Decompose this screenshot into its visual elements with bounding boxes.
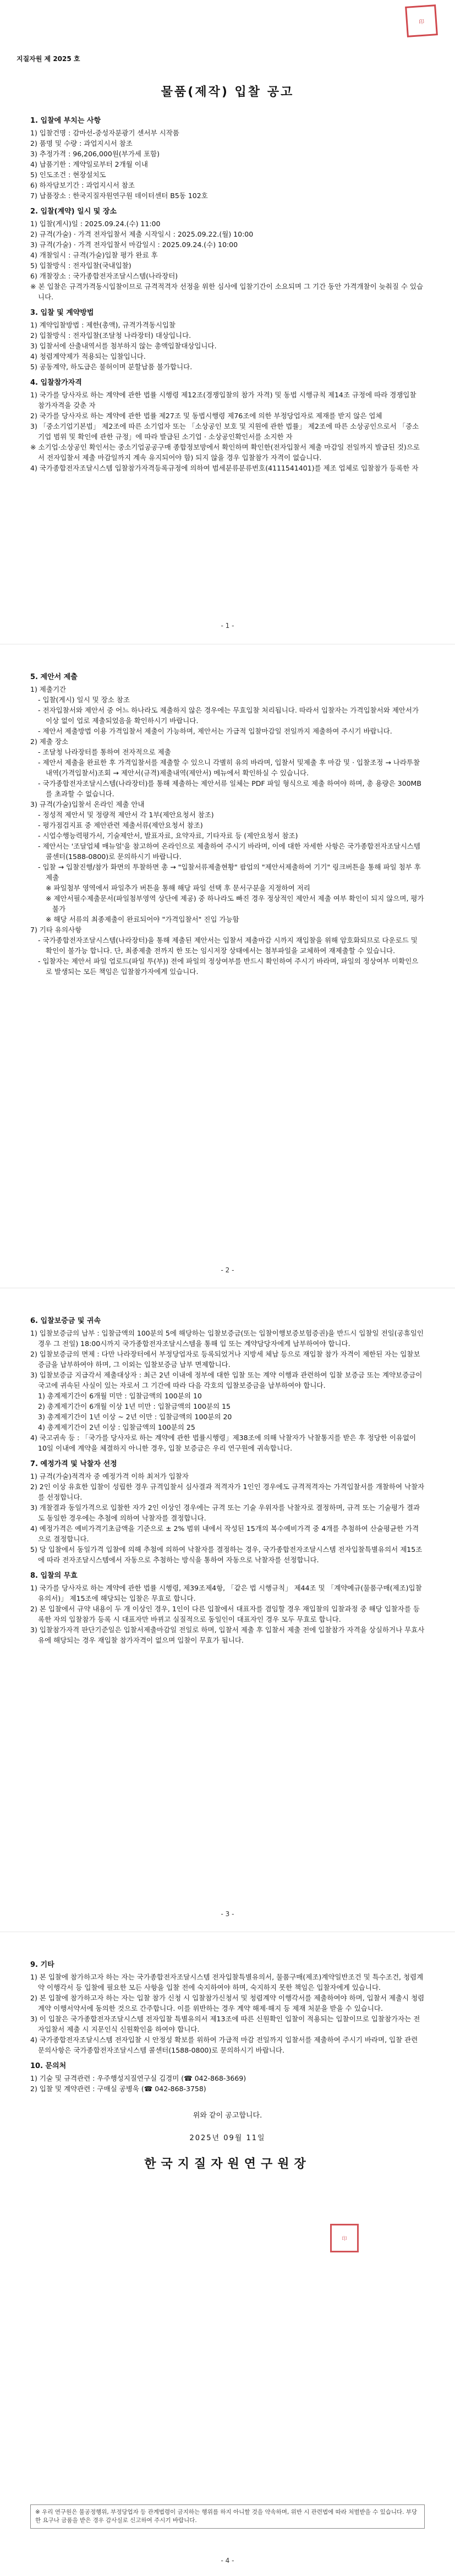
list-item: 5) 당 입찰에서 동일가격 입찰에 의해 추첨에 의하여 낙찰자를 결정하는 경우, 국가종합전자조달시스템 전자입찰특별유의서 제15조에 따라 전자조달시스템에서 자동으로 추첨하는 방식을 통하여 자동으로 낙찰자를 선정합니다. [30, 1545, 423, 1564]
list-item: 2) 2인 이상 유효한 입찰이 성립한 경우 규격입찰서 심사결과 적격자가 1인인 경우에도 규격적격자는 가격입찰서를 개찰하여 낙찰자를 선정합니다. [30, 1483, 425, 1501]
sub-item: - 제안서 제출방법 이용 가격입찰서 제출이 가능하며, 제안서는 가급적 입찰마감일 전일까지 제출하여 주시기 바랍니다. [38, 727, 392, 735]
list-item: 4) 국가종합전자조달시스템 전자입찰 시 안정성 확보를 위하여 가급적 마감 전일까지 입찰서를 제출하여 주시기 바라며, 입찰 관련 문의사항은 국가종합전자조달시스템 콜센터(1588-0800)로 문의하시기 바랍니다. [30, 2036, 418, 2054]
page-number: - 4 - [221, 2557, 234, 2564]
list-item: 1) 국가를 당사자로 하는 계약에 관한 법률 시행령 제12조(경쟁입찰의 참가 자격) 및 동법 시행규칙 제14조 규정에 따라 경쟁입찰 참가자격을 갖춘 자 [30, 391, 416, 409]
announcement-date: 2025년 09월 11일 [189, 2134, 266, 2142]
sub-item: - 국가종합전자조달시스템(나라장터)를 통해 제출하는 제안서류 일체는 PDF 파일 형식으로 제출 하여야 하며, 총 용량은 300MB를 초과할 수 없습니다. [38, 779, 421, 798]
page-3 [0, 1288, 455, 1932]
section-heading: 4. 입찰참가자격 [30, 379, 82, 387]
page1-body [30, 110, 425, 473]
list-item: 5) 입찰방식 : 전자입찰(국내입찰) [30, 261, 131, 270]
list-item: 1) 계약입찰방법 : 제한(총액), 규격가격동시입찰 [30, 321, 176, 329]
list-item: 7) 납품장소 : 한국지질자원연구원 데이터센터 B5동 102호 [30, 192, 208, 200]
section-heading: 8. 입찰의 무효 [30, 1572, 78, 1580]
section-heading: 9. 기타 [30, 1961, 54, 1969]
stamp-glyph: 印 [418, 19, 425, 25]
sub-item: - 입찰 → 입찰진행/참가 화면의 투찰하면 총 → "입찰서류제출현황" 팝업의 "제안서제출하여 기기" 링크버튼을 통해 파일 첨부 후 제출 [38, 863, 421, 882]
list-item: 3) 규격(가술)입찰서 온라인 제출 안내 [30, 800, 145, 808]
sub-item: ※ 제안서필수제출문서(파일첨부영역 상단에 제공) 중 하나라도 빠진 경우 정상적인 제안서 제출 여부 확인이 되지 않으며, 평가 불가 [46, 894, 424, 913]
section-heading: 6. 입찰보증금 및 귀속 [30, 1317, 101, 1325]
list-item: 3) 개찰결과 동일가격으로 입찰한 자가 2인 이상인 경우에는 규격 또는 기술 우위자를 낙찰자로 결정하며, 규격 또는 기술평가 결과도 동일한 경우에는 추첨에 의하여 낙찰자를 결정합니다. [30, 1503, 420, 1522]
sub-item: ※ 해당 서류의 최종제출이 완료되어야 "가격입찰서" 진입 가능함 [46, 915, 239, 923]
list-item: 1) 입찰건명 : 감마선-중성자분광기 센서부 시작품 [30, 129, 179, 137]
sub-item: - 조달청 나라장터를 통하여 전자적으로 제출 [38, 748, 171, 756]
list-item: 4) 국가종합전자조달시스템 입찰참가자격등록규정에 의하여 범세분류분류번호(4111541401)를 제조 업체로 입찰참가 등록한 자 [30, 464, 419, 472]
page-4 [0, 1932, 455, 2576]
list-item: 7) 기타 유의사항 [30, 926, 82, 934]
list-item: 2) 국가를 당사자로 하는 계약에 관한 법률 제27조 및 동법시행령 제76조에 의한 부정당업자로 제재를 받지 않은 업체 [30, 412, 382, 420]
list-item: 1) 제출기간 [30, 685, 67, 693]
sub-item: 4) 총계제기간이 2년 이상 : 입찰금액의 100분의 25 [38, 1423, 195, 1431]
sub-item: - 국가종합전자조달시스템(나라장터)을 통해 제출된 제안서는 입찰서 제출마감 시까지 재입찰을 위해 암호화되므로 다운로드 및 확인이 불가능 합니다. 단, 최종제출 전까지 한 또는 임시저장 상태에서는 첨부파일을 교체하여 재제출할 수 있습니다. [38, 936, 418, 955]
list-item: 3) 입찰서에 산출내역서를 첨부하지 않는 총액입찰대상입니다. [30, 342, 217, 350]
sub-item: - 입찰(게시) 일시 및 장소 참조 [38, 696, 130, 704]
list-item: 1) 본 입찰에 참가하고자 하는 자는 국가종합전자조달시스템 전자입찰특별유의서, 물품구매(제조)계약일반조건 및 특수조건, 청렴계약 이행각서 등 입찰에 필요한 모든 사항을 입찰 전에 숙지하여야 하며, 숙지하지 못한 책임은 입찰자에게 있습니다. [30, 1973, 424, 1992]
list-item: 5) 인도조건 : 현장설치도 [30, 171, 106, 179]
list-item: 6) 개찰장소 : 국가종합전자조달시스템(나라장터) [30, 272, 178, 280]
approval-stamp [405, 4, 438, 37]
sub-item: - 전자입찰서와 제안서 중 어느 하나라도 제출하지 않은 경우에는 무효입찰 처리됩니다. 따라서 입찰자는 가격입찰서와 제안서가 이상 없이 업로 제출되었음을 확인하시기 바랍니다. [38, 706, 419, 725]
list-item: 1) 기술 및 규격관련 : 우주행성지질연구실 김경미 (☎ 042-868-3669) [30, 2074, 246, 2082]
document-number: 지질자원 제 2025 호 [17, 55, 80, 63]
list-item: 4) 납품기한 : 계약일로부터 2개월 이내 [30, 160, 148, 168]
official-seal [330, 2224, 359, 2252]
sub-item: - 평가점검지표 중 제안관련 제출서류(제안요청서 참조) [38, 821, 203, 829]
page-2 [0, 644, 455, 1288]
section-heading: 1. 입찰에 부치는 사항 [30, 117, 101, 125]
list-item: 3) 「중소기업기본법」 제2조에 따른 소기업자 또는 「소상공인 보호 및 지원에 관한 법률」 제2조에 따른 소상공인으로서 「중소기업 범위 및 확인에 관한 규정」에 따라 발급된 소기업 · 소상공인확인서를 소지한 자 [30, 422, 419, 441]
list-item: 6) 하자담보기간 : 과업지시서 참조 [30, 181, 135, 189]
page-number: - 1 - [221, 622, 234, 630]
sub-item: - 제안서 제출을 완료한 후 가격입찰서를 제출할 수 있으니 각별히 유의 바라며, 입찰서 및제출 후 마감 및 · 입찰조정 → 나라투찰내역(가격입찰서)조회 → 제안서(규격)제출내역(제안서) 메뉴에서 확인하실 수 있습니다. [38, 758, 420, 777]
closing-statement: 위와 같이 공고합니다. [193, 2112, 262, 2120]
sub-item: 1) 총계제기간이 6개월 미만 : 입찰금액의 100분의 10 [38, 1392, 202, 1400]
list-item: 5) 공동계약, 하도급은 불허이며 분할납품 불가합니다. [30, 363, 193, 371]
list-item: 1) 입찰보증금의 납부 : 입찰금액의 100분의 5에 해당하는 입찰보증금(또는 입찰이행보증보험증권)을 반드시 입찰일 전일(공휴일인 경우 그 전일) 18:00시까지 국가종합전자조달시스템을 통해 입 또는 계약담당자에게 납부하여야 합니다. [30, 1329, 424, 1348]
list-item: 2) 제출 장소 [30, 737, 69, 746]
sub-item: - 제안서는 '조달업체 매뉴얼'을 참고하여 온라인으로 제출하여 주시기 바라며, 이에 대한 자세한 사항은 국가종합전자조달시스템 콜센터(1588-0800)로 문의하시기 바랍니다. [38, 842, 420, 861]
list-item: 2) 본 입찰에 참가하고자 하는 자는 입찰 참가 신청 시 입찰참가신청서 및 청렴계약 이행각서를 제출하여야 하며, 입찰서 제출시 청렴계약 이행서약서에 동의한 것으로 간주합니다. 이를 위반하는 경우 계약 해제·해지 등 제재 처분을 받을 수 있습니다. [30, 1994, 425, 2012]
sub-item: - 시업수행능력평가서, 기술제안서, 발표자료, 요약자료, 기타자료 등 (제안요청서 참조) [38, 832, 298, 840]
page3-body [30, 1310, 425, 1645]
section-heading: 5. 제안서 제출 [30, 673, 78, 681]
section-heading: 2. 입찰(계약) 일시 및 장소 [30, 207, 117, 216]
section-heading: 10. 문의처 [30, 2062, 67, 2070]
seal-glyph: 印 [342, 2236, 347, 2242]
list-item: 4) 국고귀속 등 : 「국가를 당사자로 하는 계약에 관한 법률시행령」제38조에 의해 낙찰자가 낙찰통지를 받은 후 정당한 이유없이 10일 이내에 계약을 체결하지 아니한 경우, 입찰 보증금은 우리 연구원에 귀속합니다. [30, 1434, 416, 1452]
sub-item: - 정성적 제안서 및 정량적 제안서 각 1부(제안요청서 참조) [38, 811, 214, 819]
list-item: 3) 이 입찰은 국가종합전자조달시스템 전자입찰 특별유의서 제13조에 따른 신원확인 입찰이 적용되는 입찰이므로 입찰참가자는 전자입찰서 제출 시 지문인식 신원확인을 하여야 합니다. [30, 2015, 420, 2033]
list-item: 4) 청렴계약제가 적용되는 입찰입니다. [30, 352, 146, 360]
list-item: 1) 입찰(게시)일 : 2025.09.24.(수) 11:00 [30, 220, 161, 228]
list-item: 2) 규격(가술) · 가격 전자입찰서 제출 시작일시 : 2025.09.22.(월) 10:00 [30, 230, 254, 238]
list-item: 4) 개찰일시 : 규격(가술)입찰 평가 완료 후 [30, 251, 158, 259]
sub-item: - 입찰자는 제안서 파일 업로드(파일 투(부)) 전에 파일의 정상여부를 반드시 확인하여 주시기 바라며, 파일의 정상여부 미확인으로 발생되는 모든 책임은 입찰참가자에게 있습니다. [38, 957, 419, 976]
list-item: 2) 품명 및 수량 : 과업지시서 참조 [30, 139, 133, 147]
list-item: 2) 입찰보증금의 면제 : 다만 나라장터에서 부정당업자로 등록되었거나 지방세 체납 등으로 재입찰 참가 자격이 제한된 자는 입찰보증금을 납부하여야 하며, 그 이외는 입찰보증금 납부 면제합니다. [30, 1350, 420, 1369]
page-1 [0, 0, 455, 644]
list-item: 3) 규격(가술) · 가격 전자입찰서 마감일시 : 2025.09.24.(수) 10:00 [30, 240, 238, 249]
page-number: - 2 - [221, 1266, 234, 1274]
list-item: 3) 추정가격 : 96,206,000원(부가세 포함) [30, 150, 160, 158]
section-heading: 3. 입찰 및 계약방법 [30, 309, 94, 317]
page2-body [30, 666, 425, 977]
list-item: 1) 국가를 당사자로 하는 계약에 관한 법률 시행령, 제39조제4항, 「같은 법 시행규칙」 제44조 및 「계약예규(물품구매(제조)입찰유의서)」 제15조에 해당되는 입찰은 무효로 합니다. [30, 1584, 422, 1603]
sub-item: 2) 총계제기간이 6개월 이상 1년 미만 : 입찰금액의 100분의 15 [38, 1402, 231, 1410]
list-item: 2) 입찰방식 : 전자입찰(조달청 나라장터) 대상입니다. [30, 331, 191, 340]
list-item: 1) 규격(가술)적격자 중 예정가격 이하 최저가 입찰자 [30, 1472, 189, 1480]
list-item: 3) 입찰참가자격 판단기준일은 입찰서제출마감일 전일로 하며, 입찰서 제출 후 입찰서 제출 전에 입찰참가 자격을 상실하거나 무효사유에 해당되는 경우 재입찰 참가자격이 없으며 입찰이 무효가 됩니다. [30, 1626, 425, 1644]
footnote-box: ※ 우리 연구원은 불공정행위, 부정당업자 등 관계법령이 금지하는 행위를 하지 아니할 것을 약속하며, 위반 시 관련법에 따라 처벌받을 수 있습니다. 부당한 요구나 금품을 받은 경우 감사실로 신고하여 주시기 바랍니다. [30, 2504, 425, 2529]
section-heading: 7. 예정가격 및 낙찰자 선정 [30, 1460, 117, 1468]
list-item: 2) 입찰 및 계약관련 : 구매실 공병욱 (☎ 042-868-3758) [30, 2085, 206, 2093]
list-item: ※ 본 입찰은 규격가격동시입찰이므로 규격적격자 선정을 위한 심사에 입찰기간이 소요되며 그 기간 동안 가격개찰이 늦춰질 수 있습니다. [30, 282, 424, 301]
organization-name: 한국지질자원연구원장 [144, 2157, 311, 2171]
list-item: ※ 소기업·소상공인 확인서는 중소기업공공구매 종합정보망에서 확인하며 확인한(전자입찰서 제출 마감일 전일까지 발급된 것)으로서 전자입찰서 제출 마감일까지 계속 유지되어야 함) 되지 않을 경우 입찰참가 자격이 없습니다. [30, 443, 420, 462]
page4-body [30, 1954, 425, 2169]
list-item: 2) 본 입찰에서 규약 내용이 두 개 이상인 경우, 1인이 다른 입찰에서 대표자를 겸임할 경우 재입찰의 입찰과정 중 해당 입찰자를 등록한 자의 입찰참가 등록 시 대표자만 바뀌고 실질적으로 동일인이 대표자인 경우 모두 무효로 합니다. [30, 1605, 420, 1623]
list-item: 3) 입찰보증금 지급각서 제출대상자 : 최근 2년 이내에 정부에 대한 입찰 또는 계약 이행과 관련하여 입찰 보증금 또는 계약보증금이 국고에 귀속된 사실이 있는 자로서 그 기간에 따라 다음 각호의 입찰보증금을 납부하여야 합니다. [30, 1371, 423, 1390]
sub-item: ※ 파일첨부 영역에서 파일추가 버튼을 통해 해당 파일 선택 후 문서구분을 지정하여 저리 [46, 884, 310, 892]
list-item: 4) 예정가격은 예비가격기초금액을 기준으로 ± 2% 범위 내에서 작성된 15개의 복수예비가격 중 4개를 추첨하여 산술평균한 가격으로 결정합니다. [30, 1524, 419, 1543]
page-number: - 3 - [221, 1910, 234, 1918]
sub-item: 3) 총계제기간이 1년 이상 ~ 2년 이만 : 입찰금액의 100분의 20 [38, 1413, 232, 1421]
document-title: 물품(제작) 입찰 공고 [161, 85, 294, 99]
